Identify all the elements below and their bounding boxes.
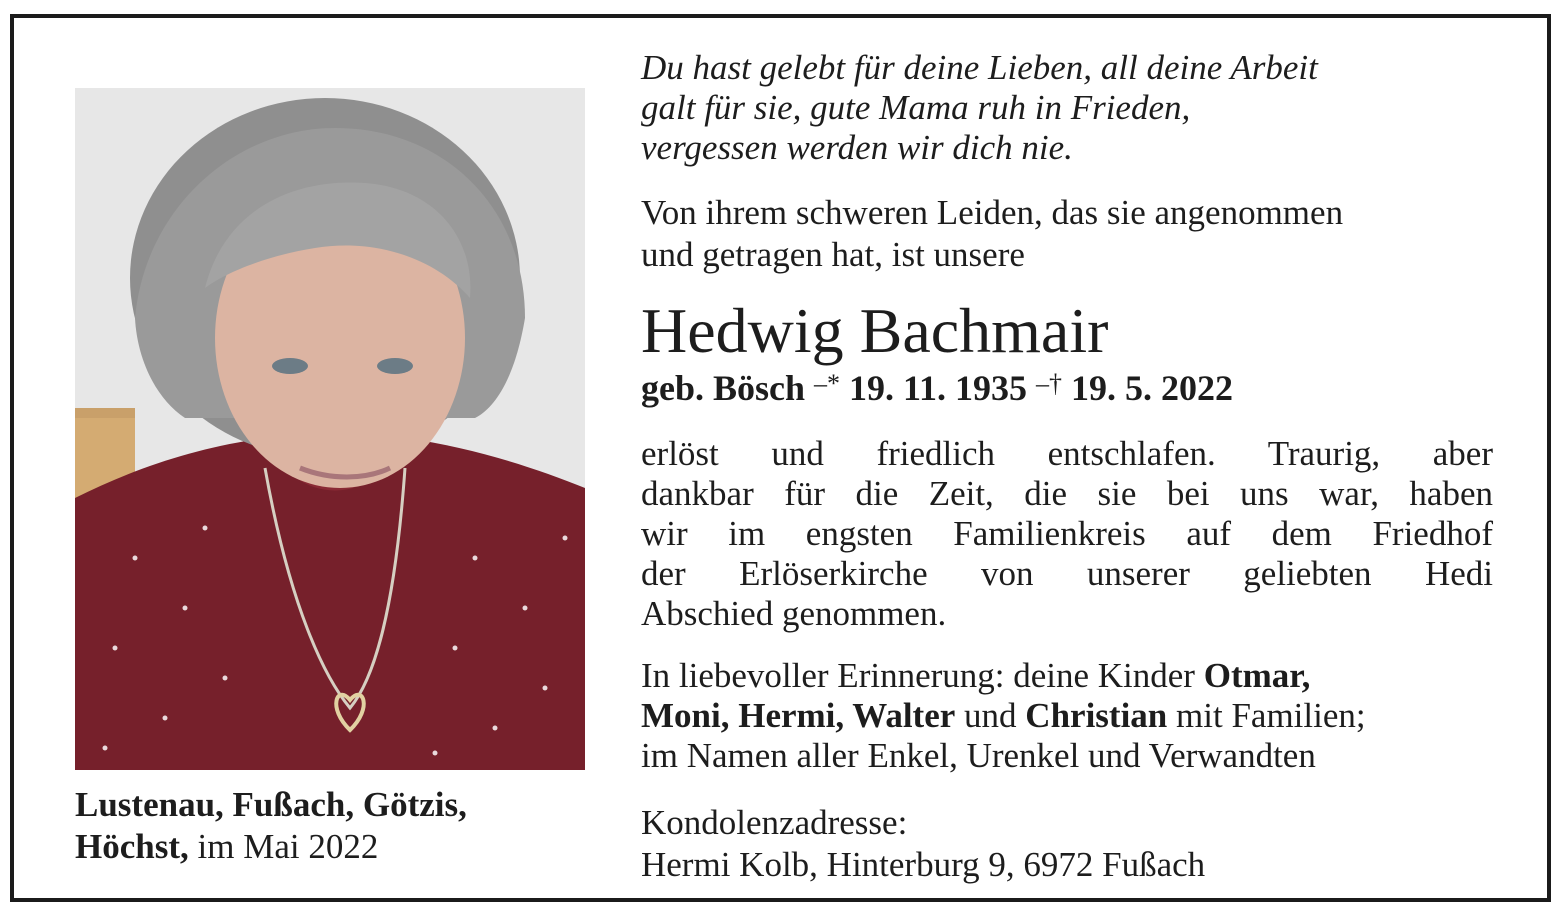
and-word: und [955, 696, 1026, 735]
intro-text [641, 192, 1521, 276]
body-line: der Erlöserkirche von unserer geliebten Hedi [641, 554, 1493, 593]
death-symbol: † [1049, 369, 1063, 398]
body-line: erlöst und friedlich entschlafen. Traurig, aber [641, 434, 1493, 473]
portrait-illustration [75, 88, 585, 770]
poem [641, 48, 1521, 168]
announcement-text [641, 434, 1493, 634]
contact-address: Hermi Kolb, Hinterburg 9, 6972 Fußach [641, 845, 1206, 884]
portrait-photo [75, 88, 585, 770]
birth-date: 19. 11. 1935 [849, 368, 1028, 408]
place-and-date [75, 784, 595, 868]
birth-symbol: * [827, 369, 841, 398]
deceased-name: Hedwig Bachmair [641, 295, 1109, 366]
condolence-address [641, 802, 1521, 886]
contact-label: Kondolenzadresse: [641, 803, 908, 842]
intro-line: und getragen hat, ist unsere [641, 235, 1025, 274]
family-remembrance [641, 656, 1521, 776]
maiden-name: geb. Bösch [641, 368, 806, 408]
dash: – [814, 369, 828, 398]
dash: – [1036, 369, 1050, 398]
place-date: im Mai 2022 [188, 827, 379, 866]
memory-suffix: mit Familien; [1167, 696, 1366, 735]
poem-line: vergessen werden wir dich nie. [641, 128, 1073, 167]
poem-line: galt für sie, gute Mama ruh in Frieden, [641, 88, 1191, 127]
life-dates [641, 366, 1233, 410]
intro-line: Von ihrem schweren Leiden, das sie angenommen [641, 193, 1344, 232]
memory-line-3: im Namen aller Enkel, Urenkel und Verwandten [641, 736, 1316, 775]
body-line: dankbar für die Zeit, die sie bei uns war, haben [641, 474, 1493, 513]
body-line: wir im engsten Familienkreis auf dem Friedhof [641, 514, 1493, 553]
memory-prefix: In liebevoller Erinnerung: deine Kinder [641, 656, 1204, 695]
body-line: Abschied genommen. [641, 594, 947, 633]
child-name: Otmar, [1203, 656, 1311, 695]
place-line-1: Lustenau, Fußach, Götzis, [75, 785, 467, 824]
child-names: Moni, Hermi, Walter [641, 696, 956, 735]
death-date: 19. 5. 2022 [1071, 368, 1234, 408]
poem-line: Du hast gelebt für deine Lieben, all deine Arbeit [641, 48, 1318, 87]
place-line-2: Höchst, [75, 827, 189, 866]
child-name: Christian [1025, 696, 1168, 735]
